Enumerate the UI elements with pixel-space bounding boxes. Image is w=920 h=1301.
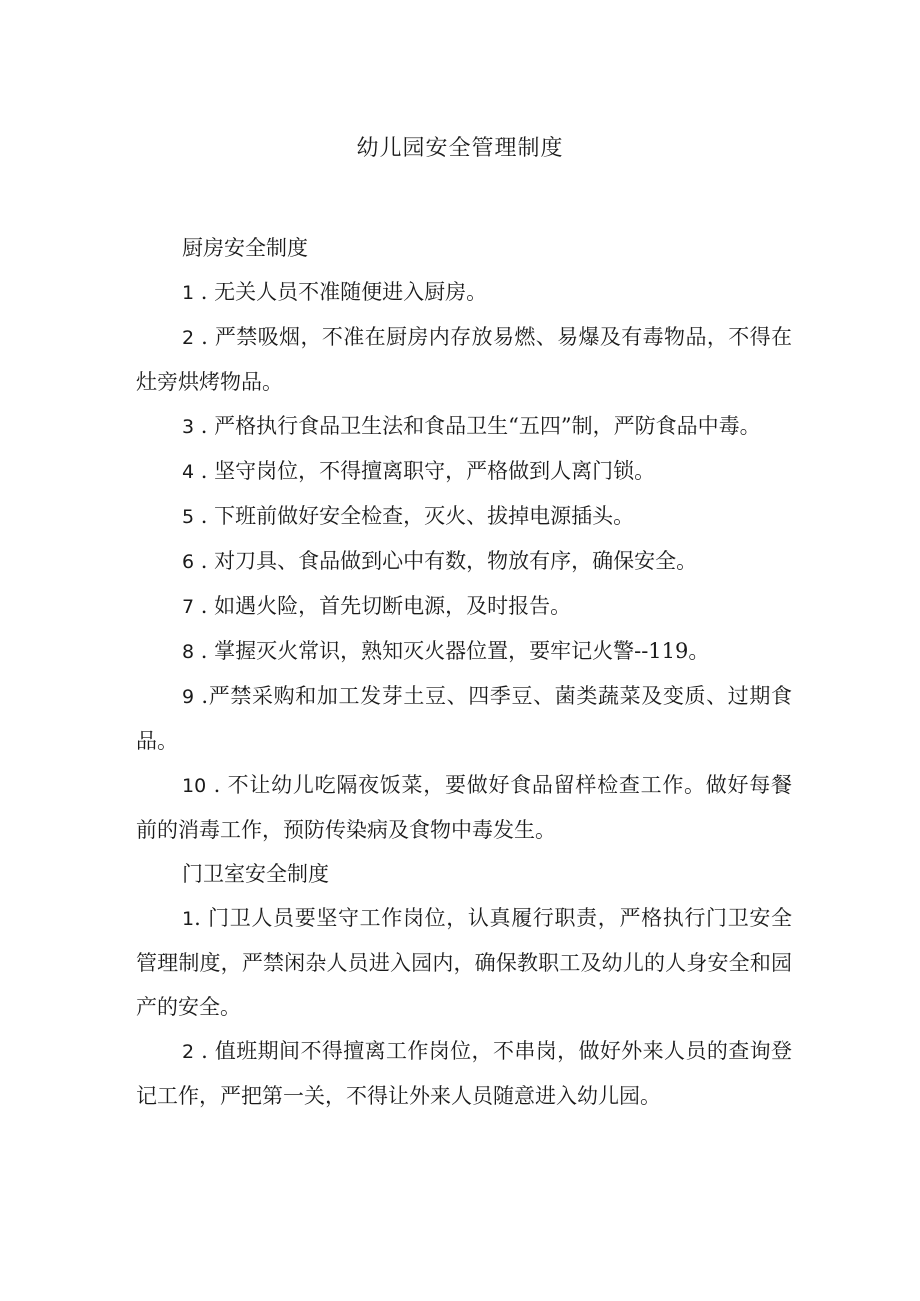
rule-number: 7 bbox=[182, 596, 195, 618]
rule-text: . 严格执行食品卫生法和食品卫生“五四”制，严防食品中毒。 bbox=[194, 414, 761, 438]
rule-text: . 无关人员不准随便进入厨房。 bbox=[194, 280, 488, 304]
kitchen-rule-5 bbox=[136, 494, 792, 539]
kitchen-rule-8 bbox=[136, 629, 792, 674]
section-heading-gatehouse: 门卫室安全制度 bbox=[182, 862, 329, 886]
rule-number: 1 bbox=[182, 908, 195, 930]
gatehouse-rule-2 bbox=[136, 1029, 792, 1118]
rule-text: . 掌握灭火常识，熟知灭火器位置，要牢记火警--119。 bbox=[194, 639, 710, 663]
document-body bbox=[136, 226, 792, 1118]
kitchen-rule-3 bbox=[136, 404, 792, 449]
kitchen-rule-10 bbox=[136, 763, 792, 852]
kitchen-rule-1 bbox=[136, 270, 792, 315]
rule-text: . 门卫人员要坚守工作岗位，认真履行职责，严格执行门卫安全管理制度，严禁闲杂人员进入园内，确保教职工及幼儿的人身安全和园产的安全。 bbox=[136, 906, 792, 1019]
rule-number: 6 bbox=[182, 551, 195, 573]
rule-text: .严禁采购和加工发芽土豆、四季豆、菌类蔬菜及变质、过期食品。 bbox=[136, 684, 792, 753]
document-title: 幼儿园安全管理制度 bbox=[356, 136, 564, 161]
rule-number: 2 bbox=[182, 327, 195, 349]
rule-text: . 下班前做好安全检查，灭火、拔掉电源插头。 bbox=[194, 504, 635, 528]
gatehouse-rule-1 bbox=[136, 896, 792, 1029]
rule-text: . 如遇火险，首先切断电源，及时报告。 bbox=[194, 594, 572, 618]
section-heading-kitchen: 厨房安全制度 bbox=[182, 236, 308, 260]
rule-number: 5 bbox=[182, 506, 195, 528]
rule-text: . 值班期间不得擅离工作岗位，不串岗，做好外来人员的查询登记工作，严把第一关，不得让外来人员随意进入幼儿园。 bbox=[136, 1039, 792, 1108]
rule-number: 2 bbox=[182, 1041, 195, 1063]
rule-text: . 坚守岗位，不得擅离职守，严格做到人离门锁。 bbox=[194, 459, 656, 483]
rule-number: 3 bbox=[182, 416, 195, 438]
rule-text: . 严禁吸烟，不准在厨房内存放易燃、易爆及有毒物品，不得在灶旁烘烤物品。 bbox=[136, 325, 792, 394]
rule-number: 1 bbox=[182, 282, 195, 304]
kitchen-rule-7 bbox=[136, 584, 792, 629]
kitchen-rule-2 bbox=[136, 315, 792, 404]
kitchen-rule-4 bbox=[136, 449, 792, 494]
rule-number: 9 bbox=[182, 686, 195, 708]
kitchen-rule-6 bbox=[136, 539, 792, 584]
rule-number: 4 bbox=[182, 461, 195, 483]
rule-text: . 不让幼儿吃隔夜饭菜，要做好食品留样检查工作。做好每餐前的消毒工作，预防传染病及食物中毒发生。 bbox=[136, 773, 792, 842]
rule-text: . 对刀具、食品做到心中有数，物放有序，确保安全。 bbox=[194, 549, 698, 573]
rule-number: 10 bbox=[182, 775, 207, 797]
rule-number: 8 bbox=[182, 641, 195, 663]
kitchen-rule-9 bbox=[136, 674, 792, 763]
